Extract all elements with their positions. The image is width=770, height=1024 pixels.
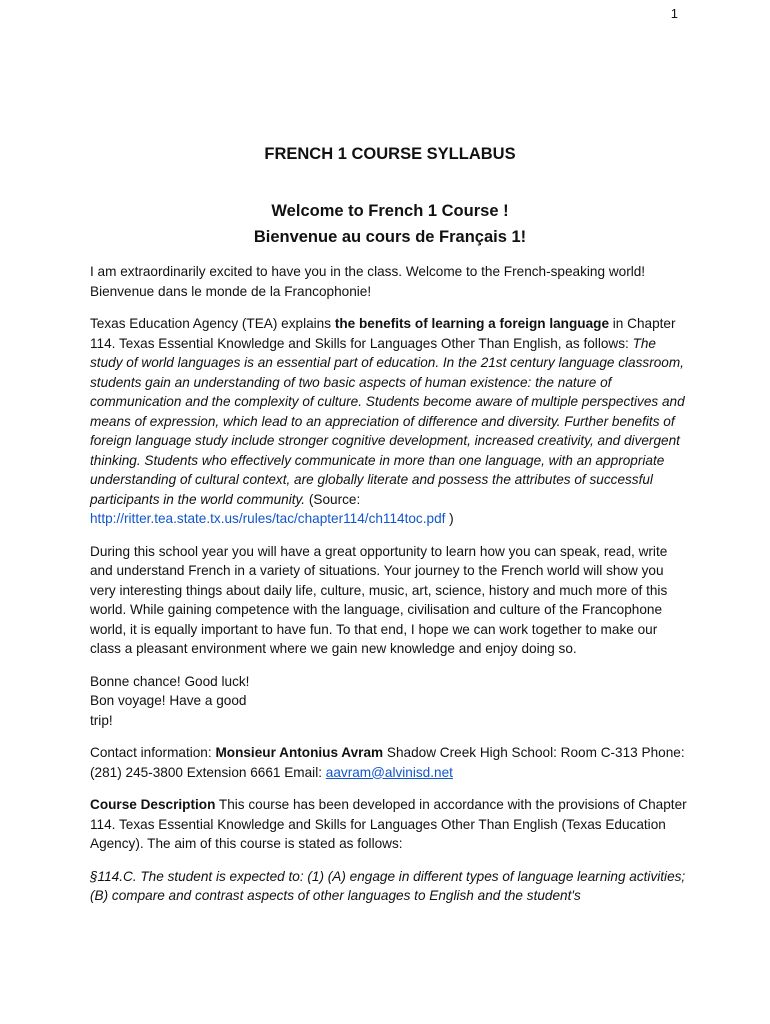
tea-source-link[interactable]: http://ritter.tea.state.tx.us/rules/tac/chapter114/ch114toc.pdf: [90, 511, 446, 526]
closing-line-1: Bonne chance! Good luck!: [90, 673, 250, 689]
tea-intro: Texas Education Agency (TEA) explains: [90, 316, 335, 331]
welcome-french: Bienvenue au cours de Français 1!: [253, 228, 527, 246]
document-title: FRENCH 1 COURSE SYLLABUS: [264, 145, 516, 163]
course-description-text: This course has been developed in accordance with the provisions of Chapter 114. Texas Essential Knowledge and Skills for Languages Other Than English (Texas Education Agency). The aim of this course is stated as follows:: [90, 797, 687, 851]
contact-label: Contact information:: [90, 745, 216, 760]
intro-line-2: Bienvenue dans le monde de la Francophonie!: [90, 283, 372, 299]
contact-name: Monsieur Antonius Avram: [215, 745, 384, 760]
tea-paragraph: [90, 314, 690, 529]
course-description-paragraph: [90, 795, 690, 854]
tea-benefits-bold: the benefits of learning a foreign language: [334, 316, 609, 331]
tea-source-label: (Source:: [305, 491, 361, 507]
contact-paragraph: [90, 743, 690, 782]
closing-line-3: trip!: [90, 712, 113, 728]
intro-paragraph: [90, 262, 690, 301]
page-number: 1: [670, 6, 678, 21]
welcome-heading: [90, 198, 690, 250]
tea-quote: The study of world languages is an essential part of education. In the 21st century language classroom, students gain an understanding of two basic aspects of human existence: the nature of communication and the complexity of culture. Students become aware of multiple perspectives and means of expression, which lead to an appreciation of difference and diversity. Further benefits of foreign language study include stronger cognitive development, increased creativity, and divergent thinking. Students who effectively communicate in more than one language, with an appropriate understanding of cultural context, are globally literate and possess the attributes of successful participants in the world community.: [90, 335, 685, 507]
document-body: [90, 145, 690, 919]
contact-email-link[interactable]: aavram@alvinisd.net: [325, 764, 453, 780]
tea-middle: in Chapter 114. Texas Essential Knowledge and Skills for Languages Other Than English, as follows:: [90, 316, 676, 351]
closing-paragraph: [90, 672, 690, 731]
contact-details: Shadow Creek High School: Room C-313 Phone: (281) 245-3800 Extension 6661 Email:: [90, 745, 685, 780]
welcome-english: Welcome to French 1 Course !: [271, 202, 509, 220]
closing-line-2: Bon voyage! Have a good: [90, 693, 247, 708]
course-description-label: Course Description: [90, 797, 216, 812]
tea-source-close: ): [445, 511, 454, 526]
journey-paragraph: During this school year you will have a great opportunity to learn how you can speak, read, write and understand French in a variety of situations. Your journey to the French world will show you very interesting things about daily life, culture, music, art, science, history and much more of this world. While gaining competence with the language, civilisation and culture of the Francophone world, it is equally important to have fun. To that end, I hope we can work together to make our class a pleasant environment where we gain new knowledge and enjoy doing so.: [90, 543, 668, 656]
standard-paragraph: [90, 867, 690, 906]
standard-text: §114.C. The student is expected to: (1) (A) engage in different types of language learning activities; (B) compare and contrast aspects of other languages to English and the student's: [90, 868, 686, 903]
intro-line-1: I am extraordinarily excited to have you in the class. Welcome to the French-speaking world!: [90, 264, 646, 279]
